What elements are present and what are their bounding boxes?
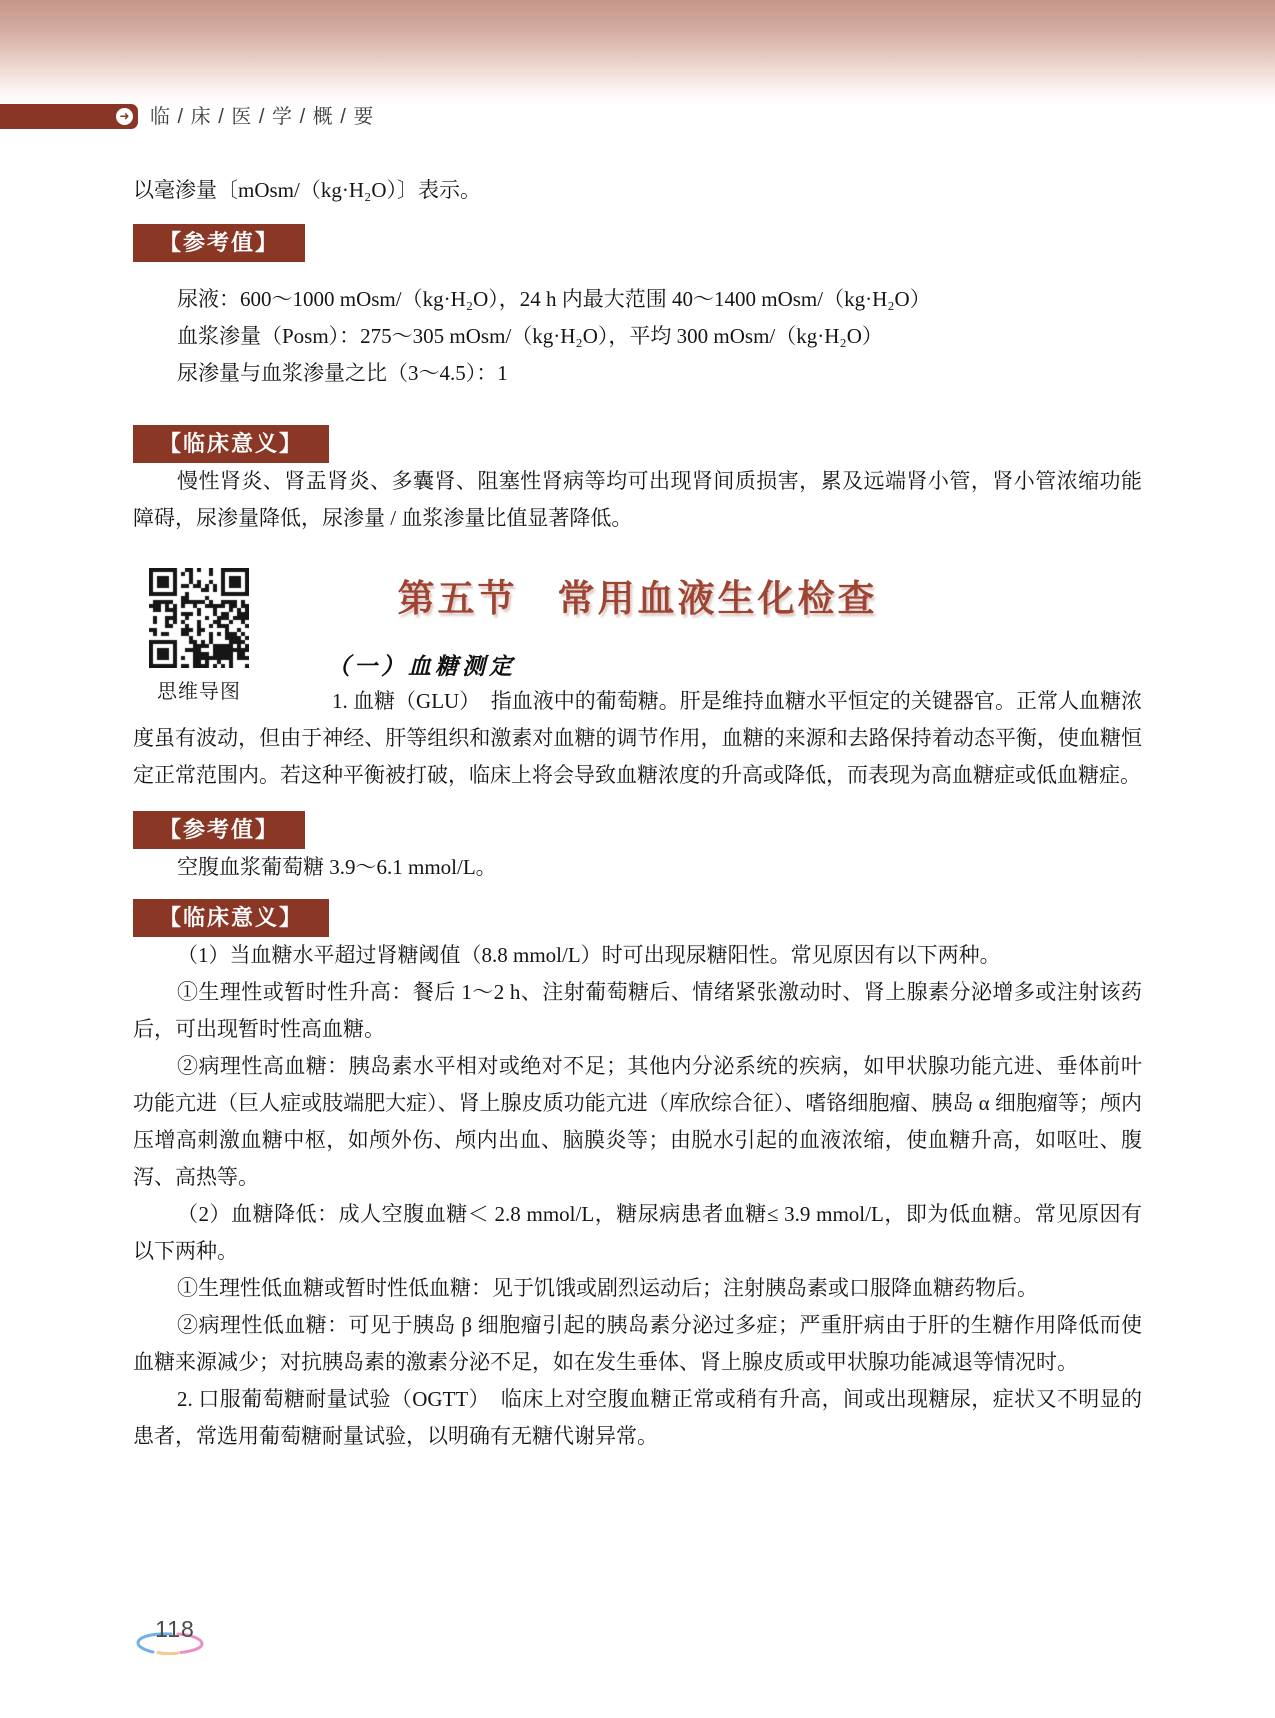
clinical-significance-heading-1: 【临床意义】 — [133, 425, 329, 463]
book-title: 临 / 床 / 医 / 学 / 概 / 要 — [150, 106, 375, 128]
page-number: 118 — [155, 1616, 195, 1642]
osmolality-intro-line: 以毫渗量〔mOsm/（kg·H₂O）〕表示。 — [133, 178, 481, 202]
glucose-definition-paragraph: 1. 血糖（GLU） 指血液中的葡萄糖。肝是维持血糖水平恒定的关键器官。正常人血糖浓度虽有波动，但由于神经、肝等组织和激素对血糖的调节作用，血糖的来源和去路保持着动态平衡，使血糖恒定正常范围内。若这种平衡被打破，临床上将会导致血糖浓度的升高或降低，而表现为高血糖症或低血糖症。 — [133, 689, 1142, 787]
reference-line-urine: 尿液：600～1000 mOsm/（kg·H₂O），24 h 内最大范围 40～1400 mOsm/（kg·H₂O） — [177, 287, 931, 311]
clinical-paragraph-3: ②病理性高血糖：胰岛素水平相对或绝对不足；其他内分泌系统的疾病，如甲状腺功能亢进、垂体前叶功能亢进（巨人症或肢端肥大症）、肾上腺皮质功能亢进（库欣综合征）、嗜铬细胞瘤、胰岛 α 细胞瘤等；颅内压增高刺激血糖中枢，如颅外伤、颅内出血、脑膜炎等；由脱水引起的血液浓缩，使血糖升高，如呕吐、腹泻、高热等。 — [133, 1054, 1142, 1189]
chapter-header-bar — [0, 104, 138, 129]
section-title: 第五节 常用血液生化检查 — [397, 578, 878, 619]
osmolality-clinical-paragraph: 慢性肾炎、肾盂肾炎、多囊肾、阻塞性肾病等均可出现肾间质损害，累及远端肾小管，肾小管浓缩功能障碍，尿渗量降低，尿渗量 / 血浆渗量比值显著降低。 — [133, 469, 1142, 530]
subsection-heading: （一）血糖测定 — [327, 654, 516, 679]
reference-value-heading-1: 【参考值】 — [133, 224, 305, 262]
osmolality-reference-list — [177, 281, 1142, 392]
clinical-paragraph-2: ①生理性或暂时性升高：餐后 1～2 h、注射葡萄糖后、情绪紧张激动时、肾上腺素分泌增多或注射该药后，可出现暂时性高血糖。 — [133, 980, 1142, 1041]
qr-caption: 思维导图 — [157, 681, 241, 703]
reference-line-plasma: 血浆渗量（Posm）：275～305 mOsm/（kg·H₂O），平均 300 mOsm/（kg·H₂O） — [177, 324, 883, 348]
reference-value-heading-2: 【参考值】 — [133, 811, 305, 849]
page-body — [133, 172, 1142, 1455]
page-top-gradient-band — [0, 0, 1275, 106]
clinical-paragraph-6: ②病理性低血糖：可见于胰岛 β 细胞瘤引起的胰岛素分泌过多症；严重肝病由于肝的生糖作用降低而使血糖来源减少；对抗胰岛素的激素分泌不足，如在发生垂体、肾上腺皮质或甲状腺功能减退等情况时。 — [133, 1313, 1142, 1374]
glucose-reference-line: 空腹血浆葡萄糖 3.9～6.1 mmol/L。 — [177, 855, 497, 879]
clinical-paragraph-7: 2. 口服葡萄糖耐量试验（OGTT） 临床上对空腹血糖正常或稍有升高，间或出现糖尿，症状又不明显的患者，常选用葡萄糖耐量试验，以明确有无糖代谢异常。 — [133, 1387, 1142, 1448]
qr-code-image — [149, 568, 249, 668]
qr-code-block — [149, 568, 249, 704]
clinical-paragraph-1: （1）当血糖水平超过肾糖阈值（8.8 mmol/L）时可出现尿糖阳性。常见原因有以下两种。 — [177, 943, 1001, 967]
reference-line-ratio: 尿渗量与血浆渗量之比（3～4.5）：1 — [177, 361, 508, 385]
arrow-right-circle-icon: ➜ — [116, 108, 133, 125]
clinical-significance-heading-2: 【临床意义】 — [133, 899, 329, 937]
clinical-paragraph-4: （2）血糖降低：成人空腹血糖＜ 2.8 mmol/L，糖尿病患者血糖≤ 3.9 mmol/L，即为低血糖。常见原因有以下两种。 — [133, 1202, 1142, 1263]
clinical-paragraph-5: ①生理性低血糖或暂时性低血糖：见于饥饿或剧烈运动后；注射胰岛素或口服降血糖药物后。 — [177, 1276, 1038, 1300]
page-number-block — [132, 1616, 218, 1660]
